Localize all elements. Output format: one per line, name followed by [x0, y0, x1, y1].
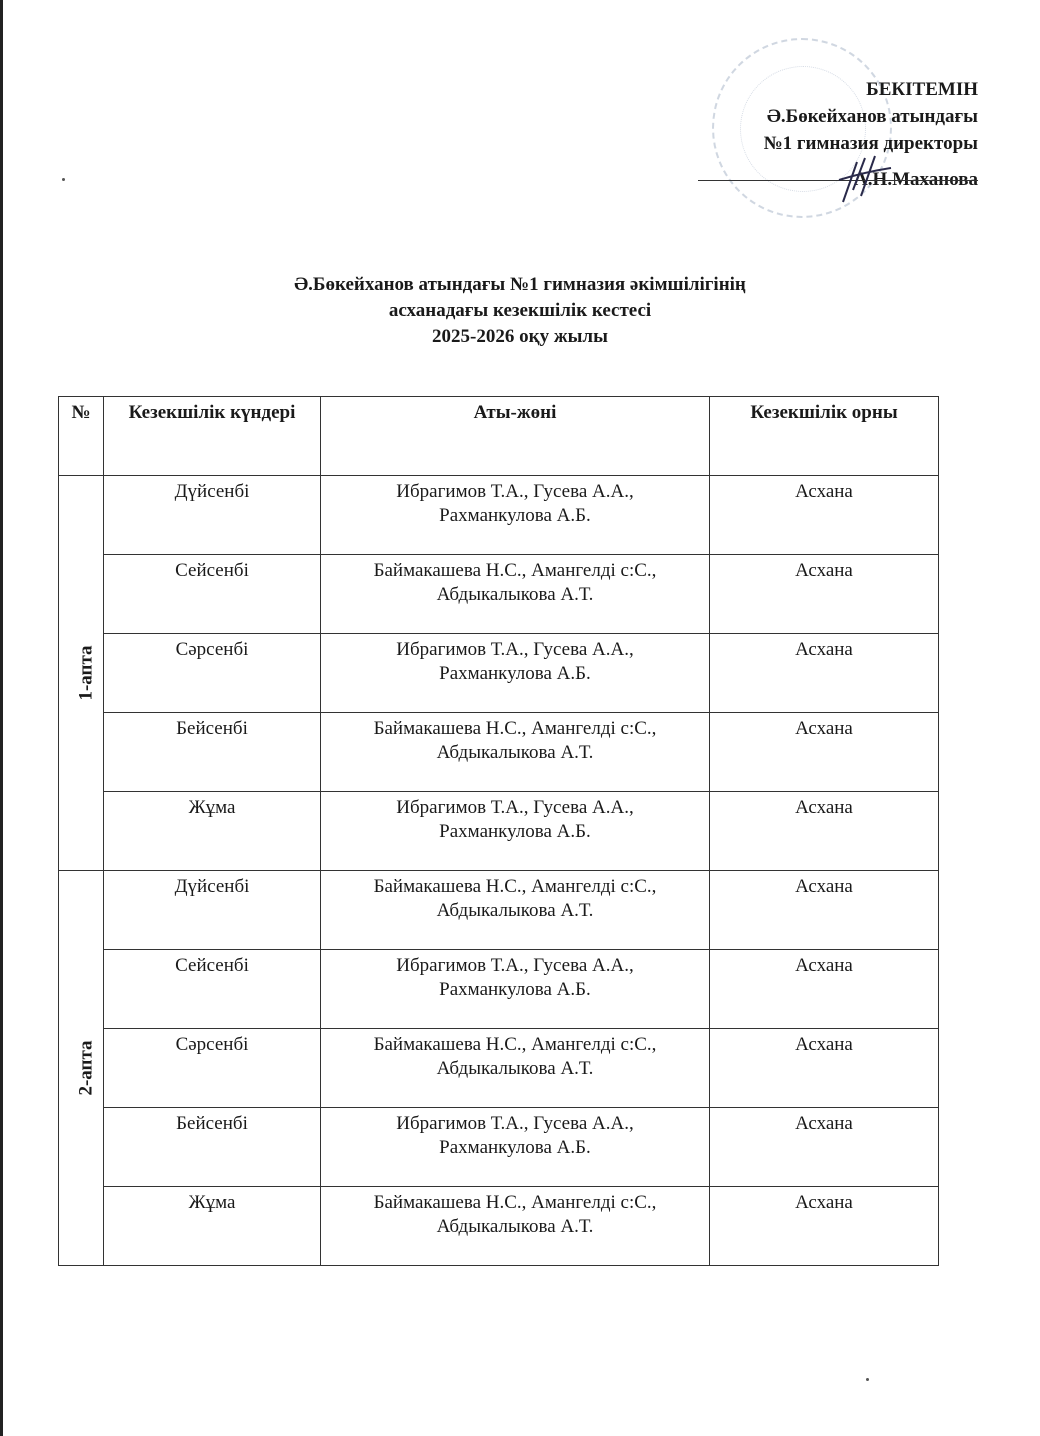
handwritten-signature — [835, 150, 895, 210]
page-edge-shadow — [0, 0, 3, 1436]
table-row — [59, 871, 939, 950]
approver-name: А.Н.Маханова — [854, 169, 978, 190]
place-cell: Асхана — [710, 1187, 939, 1266]
names-cell — [321, 1187, 710, 1266]
names-line-2: Рахманкулова А.Б. — [439, 821, 591, 842]
table-row — [59, 1108, 939, 1187]
names-cell — [321, 1029, 710, 1108]
place-cell: Асхана — [710, 1108, 939, 1187]
names-cell — [321, 713, 710, 792]
approval-line-1: Ә.Бөкейханов атындағы — [766, 106, 978, 127]
names-cell — [321, 1108, 710, 1187]
names-line-2: Рахманкулова А.Б. — [439, 1137, 591, 1158]
place-cell: Асхана — [710, 555, 939, 634]
header-names: Аты-жөні — [321, 397, 710, 476]
names-line-1: Ибрагимов Т.А., Гусева А.А., — [396, 955, 634, 976]
names-cell — [321, 871, 710, 950]
day-cell: Дүйсенбі — [104, 476, 321, 555]
day-cell: Сейсенбі — [104, 950, 321, 1029]
day-cell: Жұма — [104, 1187, 321, 1266]
week-cell — [59, 476, 104, 871]
document-title — [0, 272, 1040, 350]
names-line-1: Ибрагимов Т.А., Гусева А.А., — [396, 639, 634, 660]
day-cell: Жұма — [104, 792, 321, 871]
approval-line-2: №1 гимназия директоры — [763, 133, 978, 154]
week-label: 1-апта — [75, 645, 97, 701]
names-line-2: Рахманкулова А.Б. — [439, 663, 591, 684]
header-number: № — [59, 397, 104, 476]
header-days: Кезекшілік күндері — [104, 397, 321, 476]
place-cell: Асхана — [710, 792, 939, 871]
names-line-2: Рахманкулова А.Б. — [439, 505, 591, 526]
title-line-3: 2025-2026 оқу жылы — [432, 326, 608, 347]
duty-schedule-table — [58, 396, 939, 1266]
names-cell — [321, 476, 710, 555]
day-cell: Сәрсенбі — [104, 1029, 321, 1108]
table-row — [59, 555, 939, 634]
day-cell: Бейсенбі — [104, 713, 321, 792]
names-line-1: Ибрагимов Т.А., Гусева А.А., — [396, 797, 634, 818]
table-header-row — [59, 397, 939, 476]
names-line-1: Баймакашева Н.С., Амангелді с:С., — [373, 876, 657, 897]
table-row — [59, 792, 939, 871]
names-cell — [321, 792, 710, 871]
day-cell: Сейсенбі — [104, 555, 321, 634]
table-row — [59, 1187, 939, 1266]
names-line-1: Баймакашева Н.С., Амангелді с:С., — [373, 1034, 657, 1055]
names-line-1: Баймакашева Н.С., Амангелді с:С., — [373, 1192, 657, 1213]
names-line-1: Баймакашева Н.С., Амангелді с:С., — [373, 718, 657, 739]
names-cell — [321, 634, 710, 713]
place-cell: Асхана — [710, 713, 939, 792]
names-line-2: Абдыкалыкова А.Т. — [436, 584, 594, 605]
names-line-2: Абдыкалыкова А.Т. — [436, 742, 594, 763]
scan-speck — [62, 178, 65, 181]
place-cell: Асхана — [710, 1029, 939, 1108]
place-cell: Асхана — [710, 634, 939, 713]
names-line-2: Абдыкалыкова А.Т. — [436, 900, 594, 921]
scan-speck — [866, 1378, 869, 1381]
header-place: Кезекшілік орны — [710, 397, 939, 476]
approval-block — [678, 76, 978, 193]
names-line-2: Абдыкалыкова А.Т. — [436, 1216, 594, 1237]
table-row — [59, 950, 939, 1029]
table-row — [59, 634, 939, 713]
week-cell — [59, 871, 104, 1266]
place-cell: Асхана — [710, 871, 939, 950]
approval-heading: БЕКІТЕМІН — [866, 79, 978, 100]
place-cell: Асхана — [710, 950, 939, 1029]
names-line-1: Баймакашева Н.С., Амангелді с:С., — [373, 560, 657, 581]
names-line-1: Ибрагимов Т.А., Гусева А.А., — [396, 481, 634, 502]
place-cell: Асхана — [710, 476, 939, 555]
names-cell — [321, 555, 710, 634]
names-cell — [321, 950, 710, 1029]
table-body — [59, 476, 939, 1266]
names-line-2: Абдыкалыкова А.Т. — [436, 1058, 594, 1079]
table-row — [59, 1029, 939, 1108]
day-cell: Дүйсенбі — [104, 871, 321, 950]
week-label: 2-апта — [75, 1040, 97, 1096]
day-cell: Сәрсенбі — [104, 634, 321, 713]
title-line-2: асханадағы кезекшілік кестесі — [388, 300, 652, 321]
names-line-2: Рахманкулова А.Б. — [439, 979, 591, 1000]
names-line-1: Ибрагимов Т.А., Гусева А.А., — [396, 1113, 634, 1134]
day-cell: Бейсенбі — [104, 1108, 321, 1187]
table-row — [59, 476, 939, 555]
title-line-1: Ә.Бөкейханов атындағы №1 гимназия әкімшілігінің — [294, 274, 746, 295]
table-row — [59, 713, 939, 792]
